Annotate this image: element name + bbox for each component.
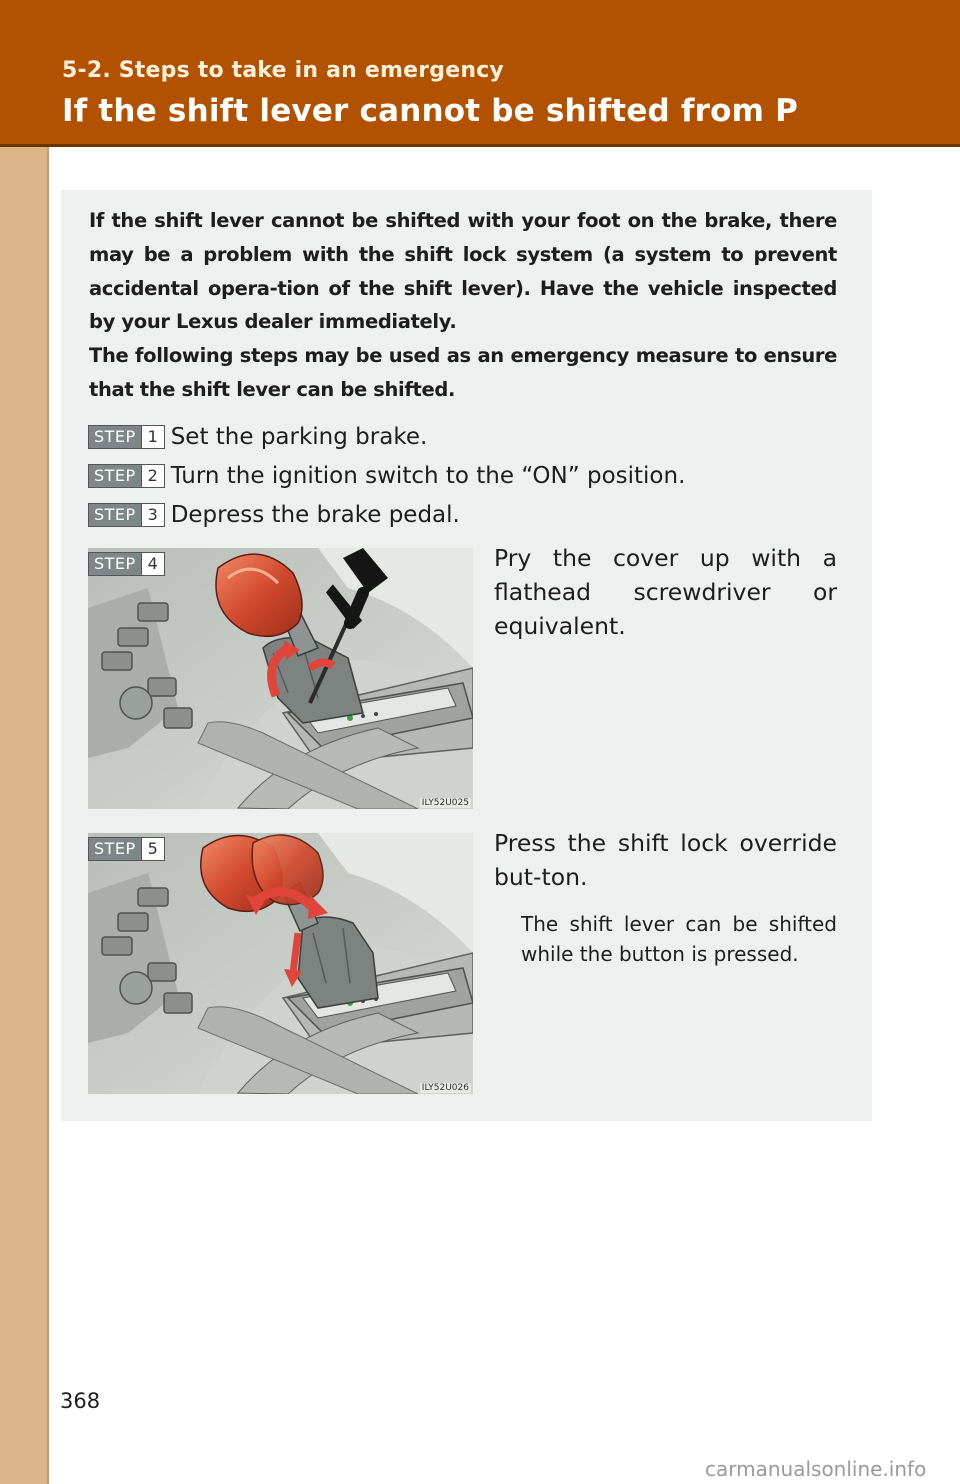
intro-paragraph-2: The following steps may be used as an emergency measure to ensure that the shift lever can be shifted. <box>89 344 837 401</box>
intro-paragraph-1: If the shift lever cannot be shifted with your foot on the brake, there may be a problem with the shift lock system (a system to prevent accidental opera-tion of the shift lever). Have the vehicle inspected by your Lexus dealer immediately. <box>89 209 837 334</box>
step-badge: STEP 4 <box>88 552 165 576</box>
screwdriver-pry-illustration <box>88 548 473 809</box>
step-5-illustration <box>88 833 473 1094</box>
step-3 <box>88 501 460 529</box>
figure-code: ILY52U026 <box>421 1083 469 1093</box>
step-2-text: Turn the ignition switch to the “ON” position. <box>170 463 686 489</box>
step-5-text: Press the shift lock override but-ton. <box>494 829 837 891</box>
page-title: If the shift lever cannot be shifted from P <box>62 93 799 129</box>
step-badge: STEP 2 <box>88 464 165 488</box>
page-header <box>0 0 960 147</box>
intro-text <box>89 204 837 407</box>
step-1-text: Set the parking brake. <box>170 424 428 450</box>
override-button-illustration <box>88 833 473 1094</box>
section-title: 5-2. Steps to take in an emergency <box>62 58 504 83</box>
step-3-text: Depress the brake pedal. <box>170 502 460 528</box>
step-4-illustration <box>88 548 473 809</box>
step-badge: STEP 3 <box>88 503 165 527</box>
side-strip <box>0 0 49 1484</box>
step-badge: STEP 5 <box>88 837 165 861</box>
step-4-text: Pry the cover up with a flathead screwdriver or equivalent. <box>494 544 837 640</box>
figure-code: ILY52U025 <box>421 798 469 808</box>
step-1 <box>88 423 427 451</box>
step-badge: STEP 1 <box>88 425 165 449</box>
watermark: carmanualsonline.info <box>705 1457 927 1481</box>
page-number: 368 <box>60 1389 101 1413</box>
step-5-note: The shift lever can be shifted while the button is pressed. <box>521 912 837 966</box>
step-2 <box>88 462 685 490</box>
